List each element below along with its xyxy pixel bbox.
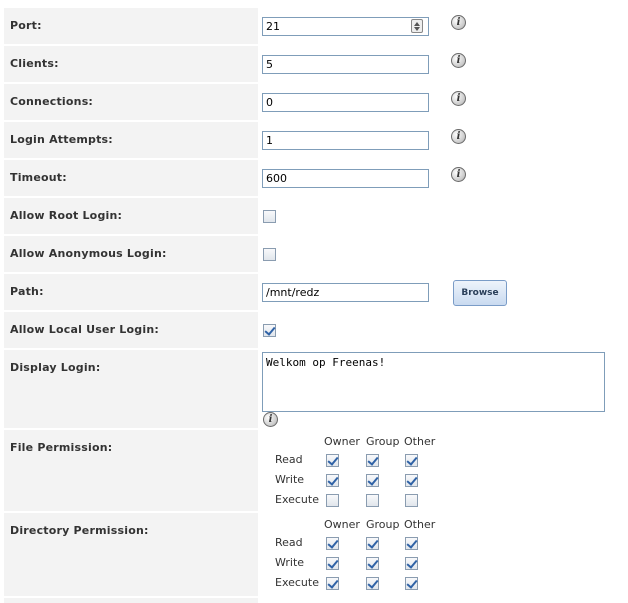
file-other-write-checkbox[interactable] — [405, 474, 418, 487]
allow-root-login-checkbox[interactable] — [263, 210, 276, 223]
row-path — [0, 274, 628, 310]
row-login-attempts — [0, 122, 628, 158]
login-attempts-input[interactable] — [262, 131, 429, 150]
file-group-write-checkbox[interactable] — [366, 474, 379, 487]
control-cell — [260, 312, 628, 348]
row-connections — [0, 84, 628, 120]
clients-input[interactable] — [262, 55, 429, 74]
label-cell — [4, 198, 258, 234]
control-cell — [260, 430, 628, 511]
write-label: Write — [275, 473, 305, 486]
info-icon[interactable]: i — [451, 15, 466, 30]
path-label: Path: — [10, 285, 44, 298]
info-icon[interactable]: i — [451, 167, 466, 182]
allow-anonymous-login-checkbox[interactable] — [263, 248, 276, 261]
owner-header: Owner — [324, 435, 360, 448]
display-login-label: Display Login: — [10, 361, 101, 374]
spinner-arrows-icon[interactable] — [411, 19, 423, 33]
label-cell — [4, 122, 258, 158]
label-cell — [4, 236, 258, 272]
row-next-partial — [0, 598, 628, 603]
row-allow-anonymous-login — [0, 236, 628, 272]
clients-label: Clients: — [10, 57, 59, 70]
other-header: Other — [404, 435, 436, 448]
file-permission-label: File Permission: — [10, 441, 113, 454]
label-cell — [4, 84, 258, 120]
label-cell — [4, 8, 258, 44]
control-cell — [260, 84, 628, 120]
dir-owner-execute-checkbox[interactable] — [326, 577, 339, 590]
info-icon[interactable]: i — [451, 53, 466, 68]
write-label: Write — [275, 556, 305, 569]
row-directory-permission — [0, 513, 628, 596]
directory-permission-label: Directory Permission: — [10, 524, 149, 537]
dir-other-read-checkbox[interactable] — [405, 537, 418, 550]
allow-local-user-login-checkbox[interactable] — [263, 324, 276, 337]
other-header: Other — [404, 518, 436, 531]
info-icon[interactable]: i — [263, 412, 278, 427]
file-group-read-checkbox[interactable] — [366, 454, 379, 467]
file-owner-execute-checkbox[interactable] — [326, 494, 339, 507]
connections-label: Connections: — [10, 95, 94, 108]
login-attempts-label: Login Attempts: — [10, 133, 113, 146]
dir-other-write-checkbox[interactable] — [405, 557, 418, 570]
info-icon[interactable]: i — [451, 91, 466, 106]
file-owner-read-checkbox[interactable] — [326, 454, 339, 467]
label-cell — [4, 312, 258, 348]
port-input[interactable] — [262, 17, 429, 36]
row-clients — [0, 46, 628, 82]
row-allow-root-login — [0, 198, 628, 234]
label-cell — [4, 160, 258, 196]
control-cell — [260, 8, 628, 44]
row-timeout — [0, 160, 628, 196]
file-other-read-checkbox[interactable] — [405, 454, 418, 467]
dir-group-execute-checkbox[interactable] — [366, 577, 379, 590]
group-header: Group — [366, 518, 400, 531]
execute-label: Execute — [275, 576, 319, 589]
read-label: Read — [275, 536, 303, 549]
control-cell — [260, 122, 628, 158]
file-group-execute-checkbox[interactable] — [366, 494, 379, 507]
dir-owner-write-checkbox[interactable] — [326, 557, 339, 570]
label-cell — [4, 430, 258, 511]
label-cell — [4, 598, 258, 603]
control-cell — [260, 274, 628, 310]
dir-group-read-checkbox[interactable] — [366, 537, 379, 550]
timeout-input[interactable] — [262, 169, 429, 188]
file-other-execute-checkbox[interactable] — [405, 494, 418, 507]
owner-header: Owner — [324, 518, 360, 531]
label-cell — [4, 513, 258, 596]
allow-root-login-label: Allow Root Login: — [10, 209, 123, 222]
info-icon[interactable]: i — [451, 129, 466, 144]
label-cell — [4, 350, 258, 428]
control-cell — [260, 350, 628, 428]
control-cell — [260, 513, 628, 596]
dir-other-execute-checkbox[interactable] — [405, 577, 418, 590]
allow-local-user-login-label: Allow Local User Login: — [10, 323, 159, 336]
row-file-permission — [0, 430, 628, 511]
dir-owner-read-checkbox[interactable] — [326, 537, 339, 550]
file-owner-write-checkbox[interactable] — [326, 474, 339, 487]
row-allow-local-user-login — [0, 312, 628, 348]
path-input[interactable] — [262, 283, 429, 302]
label-cell — [4, 46, 258, 82]
port-label: Port: — [10, 19, 42, 32]
timeout-label: Timeout: — [10, 171, 67, 184]
execute-label: Execute — [275, 493, 319, 506]
control-cell — [260, 236, 628, 272]
read-label: Read — [275, 453, 303, 466]
dir-group-write-checkbox[interactable] — [366, 557, 379, 570]
label-cell — [4, 274, 258, 310]
control-cell — [260, 160, 628, 196]
group-header: Group — [366, 435, 400, 448]
browse-button[interactable]: Browse — [453, 280, 507, 306]
row-display-login — [0, 350, 628, 428]
allow-anonymous-login-label: Allow Anonymous Login: — [10, 247, 167, 260]
connections-input[interactable] — [262, 93, 429, 112]
row-port — [0, 8, 628, 44]
display-login-textarea[interactable] — [262, 352, 605, 412]
control-cell — [260, 46, 628, 82]
control-cell — [260, 198, 628, 234]
